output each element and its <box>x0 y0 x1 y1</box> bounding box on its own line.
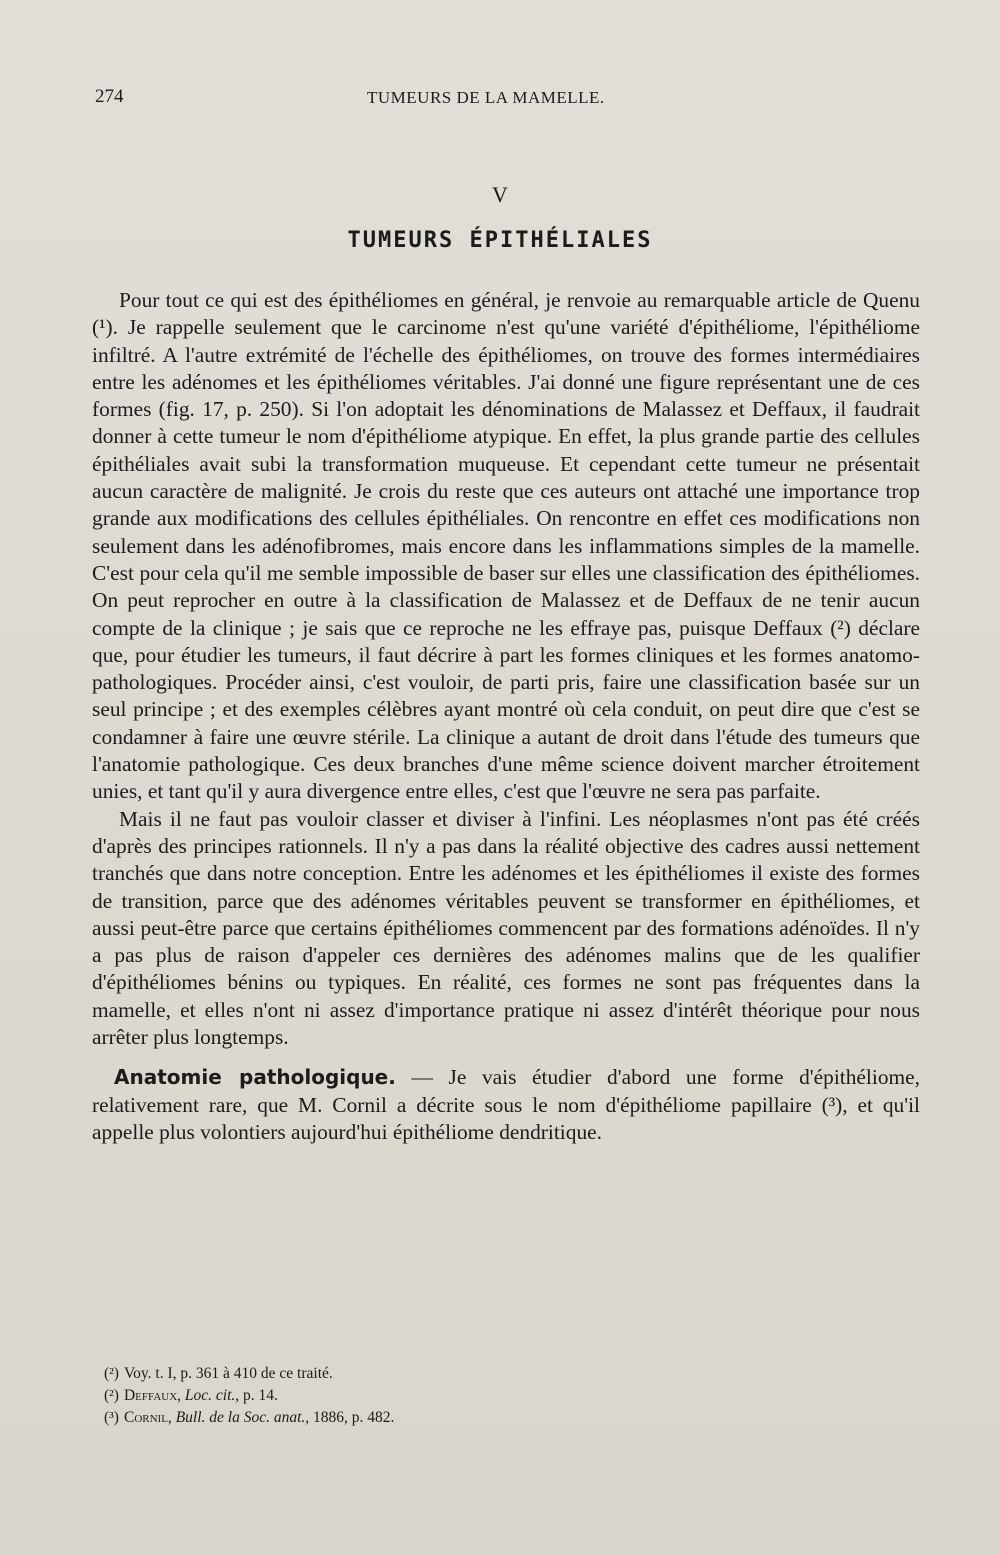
paragraph-3-part-2: , et qu'il appelle plus volontiers aujourd'hui épithéliome dendritique. <box>92 1092 920 1144</box>
subsection-heading: Anatomie pathologique. <box>114 1065 396 1090</box>
footnote-ref-1: (¹) <box>92 315 113 340</box>
paragraph-3 <box>92 1064 920 1146</box>
footnote-author: Cornil, <box>123 1409 172 1426</box>
running-title: TUMEURS DE LA MAMELLE. <box>367 88 605 107</box>
paragraph-1 <box>92 287 920 806</box>
footnote-author: Deffaux, <box>123 1387 182 1404</box>
paragraph-1-part-2: . Je rappelle seulement que le carcinome n'est qu'une variété d'épithéliome, l'épithéliome infiltré. A l'autre extrémité de l'échelle des épithéliomes, on trouve des formes intermédiaires entre les adénomes et les épithéliomes véritables. J'ai donné une figure représentant une de ces formes (fig. 17, p. 250). Si l'on adoptait les dénominations de Malassez et Deffaux, il faudrait donner à cette tumeur le nom d'épithéliome atypique. En effet, la plus grande partie des cellules épithéliales avait subi la transformation muqueuse. Et cependant cette tumeur ne présentait aucun caractère de malignité. Je crois du reste que ces auteurs ont attaché une importance trop grande aux modifications des cellules épithéliales. On rencontre en effet ces modifications non seulement dans les adénofibromes, mais encore dans les inflammations simples de la mamelle. C'est pour cela qu'il me semble impossible de baser sur elles une classification des épithéliomes. On peut reprocher en outre à la classification de Malassez et de Deffaux de ne tenir aucun compte de la clinique ; je sais que ce reproche ne les effraye pas, puisque Deffaux <box>92 315 920 640</box>
footnote-3 <box>104 1407 394 1429</box>
footnote-mark: (³) <box>104 1409 119 1426</box>
page-number: 274 <box>95 86 124 107</box>
footnote-citation: Loc. cit., <box>184 1387 240 1404</box>
running-head <box>95 86 945 112</box>
footnote-rest: 1886, p. 482. <box>309 1409 395 1426</box>
paragraph-1-part-3: déclare que, pour étudier les tumeurs, il faut décrire à part les formes cliniques et les formes anatomo-pathologiques. Procéder ainsi, c'est vouloir, de parti pris, faire une classification basée sur un seul principe ; et des exemples célèbres ayant montré où cela conduit, on peut dire que c'est se condamner à faire une œuvre stérile. La clinique a autant de droit dans l'étude des tumeurs que l'anatomie pathologique. Ces deux branches d'une même science doivent marcher étroitement unies, et tant qu'il y aura divergence entre elles, c'est que l'œuvre ne sera pas parfaite. <box>92 615 920 804</box>
footnote-2 <box>104 1385 394 1407</box>
footnotes <box>104 1363 394 1429</box>
footnote-1 <box>104 1363 394 1385</box>
footnote-mark: (²) <box>104 1387 119 1404</box>
footnote-ref-3: (³) <box>821 1092 843 1117</box>
paragraph-2: Mais il ne faut pas vouloir classer et diviser à l'infini. Les néoplasmes n'ont pas été créés d'après des principes rationnels. Il n'y a pas dans la réalité objective des cadres aussi nettement tranchés que dans notre conception. Entre les adénomes et les épithéliomes il existe des formes de transition, parce que des adénomes véritables peuvent se transformer en épithéliomes, et aussi peut-être parce que certains épithéliomes commencent par des formations adénoïdes. Il n'y a pas plus de raison d'appeler ces dernières des adénomes malins que de les qualifier d'épithéliomes bénins ou typiques. En réalité, ces formes ne sont pas fréquentes dans la mamelle, et elles n'ont ni assez d'importance pratique ni assez d'intérêt théorique pour nous arrêter plus longtemps. <box>92 806 920 1050</box>
section-title: TUMEURS ÉPITHÉLIALES <box>347 228 653 253</box>
paragraph-3-part-1: — Je vais étudier d'abord une forme d'épithéliome, relativement rare, que M. Cornil a décrite sous le nom d'épithéliome papillaire <box>92 1065 920 1117</box>
body-text <box>92 287 920 1146</box>
footnote-ref-2: (²) <box>830 615 851 640</box>
paragraph-1-part-1: Pour tout ce qui est des épithéliomes en général, je renvoie au remarquable article de Quenu <box>119 288 920 312</box>
footnote-text: Voy. t. I, p. 361 à 410 de ce traité. <box>123 1365 333 1382</box>
footnote-citation: Bull. de la Soc. anat., <box>175 1409 310 1426</box>
footnote-rest: p. 14. <box>239 1387 278 1404</box>
section-number: V <box>492 182 508 207</box>
footnote-mark: (²) <box>104 1365 119 1382</box>
